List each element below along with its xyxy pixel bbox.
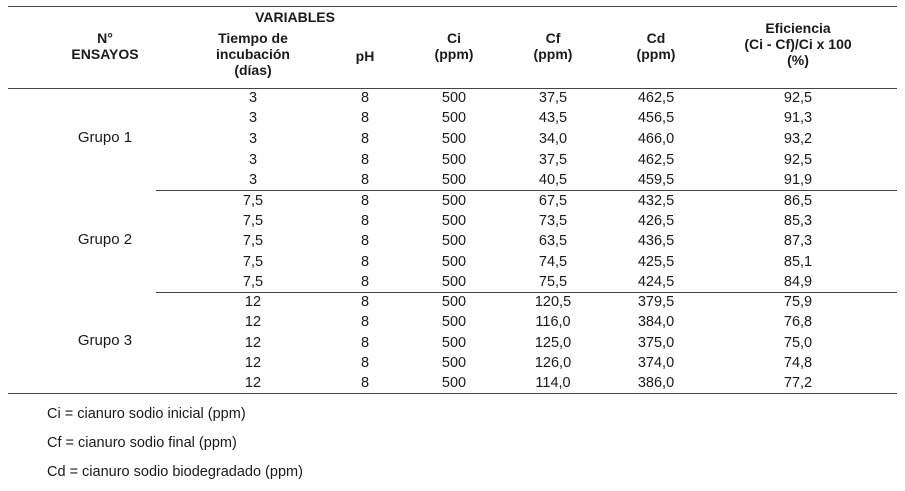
- time-cell: 12: [244, 335, 262, 351]
- cf-cell: 114,0: [535, 375, 571, 391]
- table-row: [0, 88, 905, 108]
- ph-cell: 8: [360, 152, 370, 168]
- time-cell: 3: [248, 152, 258, 168]
- ci-cell: 500: [441, 90, 467, 106]
- ci-cell: 500: [441, 355, 467, 371]
- ci-cell: 500: [441, 314, 467, 330]
- cd-cell: 425,5: [637, 254, 675, 270]
- ci-header: [424, 30, 484, 62]
- cd-cell: 424,5: [637, 274, 675, 290]
- efficiency-cell: 84,9: [783, 274, 813, 290]
- efficiency-cell: 75,9: [783, 294, 813, 310]
- ph-cell: 8: [360, 213, 370, 229]
- efficiency-header-line-2: (Ci - Cf)/Ci x 100: [744, 36, 852, 52]
- time-cell: 12: [244, 375, 262, 391]
- ci-cell: 500: [441, 335, 467, 351]
- efficiency-cell: 85,3: [783, 213, 813, 229]
- cd-cell: 432,5: [637, 193, 675, 209]
- ensayos-header: [40, 30, 170, 62]
- ph-cell: 8: [360, 355, 370, 371]
- table-row: [0, 272, 905, 292]
- cf-cell: 63,5: [538, 233, 568, 249]
- cd-cell: 379,5: [637, 294, 675, 310]
- ph-cell: 8: [360, 375, 370, 391]
- cd-cell: 466,0: [637, 131, 675, 147]
- table-row: [0, 252, 905, 272]
- table-top-rule: [8, 6, 897, 7]
- ph-cell: 8: [360, 314, 370, 330]
- table-row: [0, 129, 905, 149]
- ci-cell: 500: [441, 254, 467, 270]
- time-cell: 7,5: [242, 233, 264, 249]
- time-cell: 12: [244, 314, 262, 330]
- ph-cell: 8: [360, 233, 370, 249]
- ph-cell: 8: [360, 193, 370, 209]
- ph-cell: 8: [360, 274, 370, 290]
- cf-cell: 75,5: [538, 274, 568, 290]
- cd-cell: 384,0: [637, 314, 675, 330]
- efficiency-cell: 91,3: [783, 110, 813, 126]
- cd-cell: 375,0: [637, 335, 675, 351]
- time-cell: 7,5: [242, 213, 264, 229]
- ph-cell: 8: [360, 335, 370, 351]
- efficiency-cell: 86,5: [783, 193, 813, 209]
- cd-cell: 374,0: [637, 355, 675, 371]
- ci-cell: 500: [441, 233, 467, 249]
- cf-cell: 126,0: [534, 355, 572, 371]
- time-header-line-1: Tiempo de: [218, 30, 288, 46]
- table-row: [0, 333, 905, 353]
- efficiency-header-line-1: Eficiencia: [765, 20, 831, 36]
- table-row: [0, 312, 905, 332]
- group-1-label: Grupo 1: [77, 129, 133, 146]
- cf-cell: 120,5: [534, 294, 572, 310]
- ci-cell: 500: [441, 131, 467, 147]
- time-cell: 3: [248, 172, 258, 188]
- cf-header: [517, 30, 589, 62]
- variables-header-label: VARIABLES: [255, 9, 335, 25]
- time-header-line-3: (días): [234, 62, 272, 78]
- efficiency-cell: 87,3: [783, 233, 813, 249]
- ci-cell: 500: [441, 213, 467, 229]
- table-row: [0, 191, 905, 211]
- cf-cell: 125,0: [534, 335, 572, 351]
- efficiency-cell: 76,8: [783, 314, 813, 330]
- time-header-line-2: incubación: [216, 46, 290, 62]
- ph-header: [335, 48, 395, 64]
- ph-cell: 8: [360, 90, 370, 106]
- ensayos-header-line-2: ENSAYOS: [71, 46, 139, 62]
- cf-cell: 43,5: [538, 110, 568, 126]
- cf-cell: 37,5: [538, 90, 568, 106]
- cd-header-line-2: (ppm): [636, 46, 676, 62]
- efficiency-cell: 85,1: [783, 254, 813, 270]
- efficiency-cell: 93,2: [783, 131, 813, 147]
- efficiency-header-line-3: (%): [787, 52, 809, 68]
- cf-cell: 73,5: [538, 213, 568, 229]
- ci-header-line-1: Ci: [447, 30, 461, 46]
- time-cell: 12: [244, 294, 262, 310]
- variables-header: [230, 9, 360, 25]
- time-cell: 3: [248, 110, 258, 126]
- cd-cell: 436,5: [637, 233, 675, 249]
- ci-cell: 500: [441, 274, 467, 290]
- ph-header-label: pH: [355, 48, 375, 64]
- table-row: [0, 373, 905, 393]
- cd-cell: 426,5: [637, 213, 675, 229]
- table-row: [0, 170, 905, 190]
- time-cell: 12: [244, 355, 262, 371]
- table-row: [0, 353, 905, 373]
- cd-header-line-1: Cd: [646, 30, 666, 46]
- cd-cell: 459,5: [637, 172, 675, 188]
- cf-cell: 74,5: [538, 254, 568, 270]
- cf-cell: 116,0: [535, 314, 571, 330]
- ensayos-header-line-1: N°: [97, 30, 113, 46]
- table-row: [0, 211, 905, 231]
- ci-cell: 500: [441, 110, 467, 126]
- cf-cell: 67,5: [538, 193, 568, 209]
- time-cell: 7,5: [242, 274, 264, 290]
- ph-cell: 8: [360, 110, 370, 126]
- time-cell: 7,5: [242, 254, 264, 270]
- group-2-label: Grupo 2: [77, 231, 133, 248]
- time-cell: 7,5: [242, 193, 264, 209]
- efficiency-cell: 77,2: [783, 375, 813, 391]
- cf-cell: 40,5: [538, 172, 568, 188]
- cd-cell: 462,5: [637, 90, 675, 106]
- efficiency-cell: 92,5: [783, 152, 813, 168]
- table-notes: [47, 400, 303, 487]
- ci-header-line-2: (ppm): [434, 46, 474, 62]
- efficiency-cell: 92,5: [783, 90, 813, 106]
- cf-header-line-2: (ppm): [533, 46, 573, 62]
- ph-cell: 8: [360, 131, 370, 147]
- table-row: [0, 292, 905, 312]
- cd-cell: 456,5: [637, 110, 675, 126]
- efficiency-cell: 75,0: [783, 335, 813, 351]
- cf-cell: 34,0: [538, 131, 568, 147]
- efficiency-cell: 91,9: [783, 172, 813, 188]
- note-cd: Cd = cianuro sodio biodegradado (ppm): [47, 464, 303, 480]
- ci-cell: 500: [441, 172, 467, 188]
- note-ci: Ci = cianuro sodio inicial (ppm): [47, 406, 246, 422]
- cd-cell: 386,0: [637, 375, 675, 391]
- time-cell: 3: [248, 90, 258, 106]
- cf-header-line-1: Cf: [545, 30, 561, 46]
- table-bottom-rule: [8, 393, 897, 394]
- ph-cell: 8: [360, 294, 370, 310]
- cf-cell: 37,5: [538, 152, 568, 168]
- group-3-label: Grupo 3: [77, 332, 133, 349]
- table-row: [0, 150, 905, 170]
- ci-cell: 500: [441, 152, 467, 168]
- table-row: [0, 108, 905, 128]
- time-cell: 3: [248, 131, 258, 147]
- note-cf: Cf = cianuro sodio final (ppm): [47, 435, 237, 451]
- incubation-time-header: [193, 30, 313, 78]
- ph-cell: 8: [360, 172, 370, 188]
- ci-cell: 500: [441, 375, 467, 391]
- cd-cell: 462,5: [637, 152, 675, 168]
- ci-cell: 500: [441, 193, 467, 209]
- efficiency-cell: 74,8: [783, 355, 813, 371]
- ph-cell: 8: [360, 254, 370, 270]
- table-row: [0, 231, 905, 251]
- ci-cell: 500: [441, 294, 467, 310]
- cd-header: [620, 30, 692, 62]
- efficiency-header: [718, 20, 878, 68]
